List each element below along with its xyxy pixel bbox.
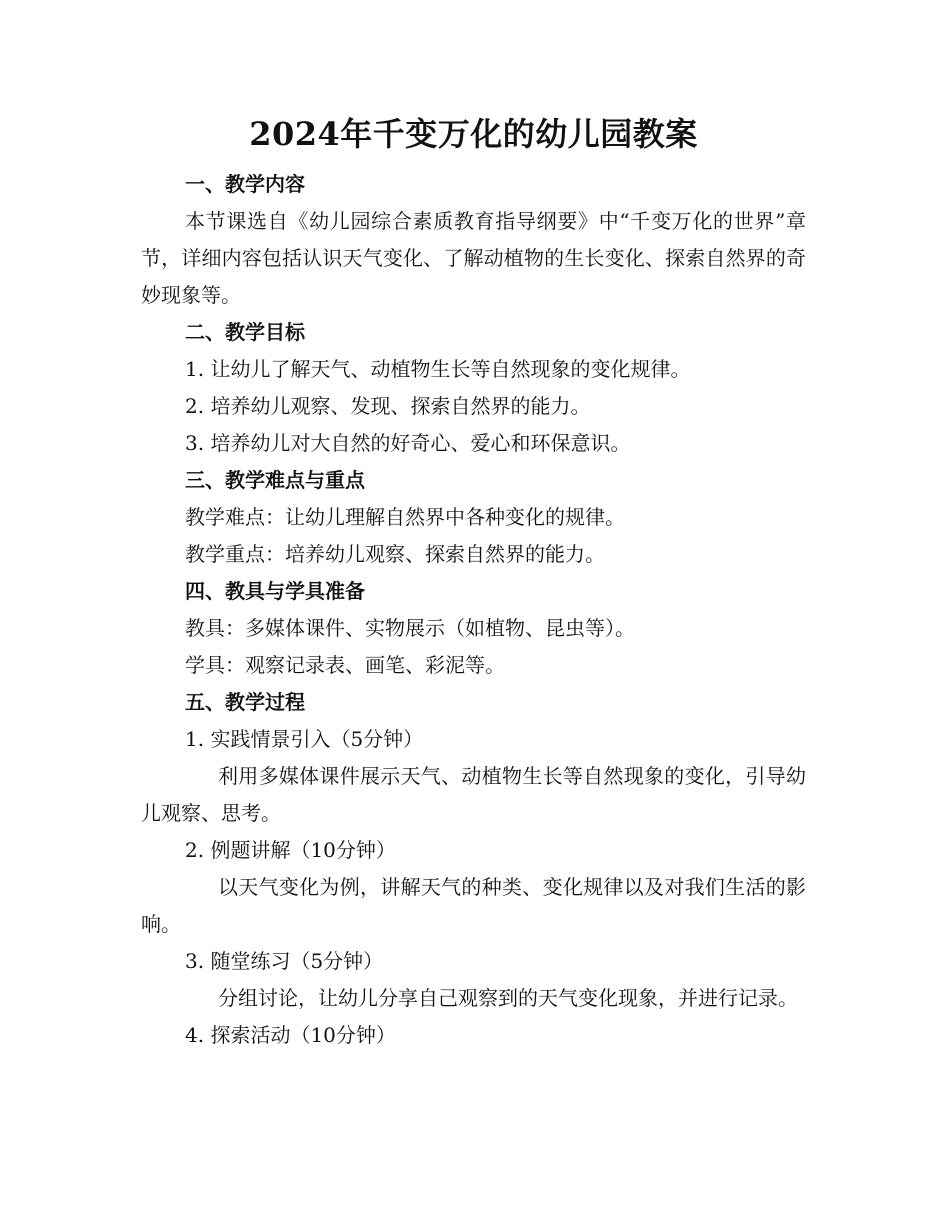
goal-item: 2. 培养幼儿观察、发现、探索自然界的能力。 — [185, 394, 591, 418]
process-step-text: 利用多媒体课件展示天气、动植物生长等自然现象的变化，引导幼儿观察、思考。 — [141, 764, 806, 825]
section-heading-goals: 二、教学目标 — [185, 320, 305, 344]
process-step-title: 4. 探索活动（10分钟） — [185, 1023, 396, 1047]
teaching-aids-text: 教具：多媒体课件、实物展示（如植物、昆虫等）。 — [185, 616, 635, 640]
process-step-text: 以天气变化为例，讲解天气的种类、变化规律以及对我们生活的影响。 — [141, 875, 806, 936]
process-step-text: 分组讨论，让幼儿分享自己观察到的天气变化现象，并进行记录。 — [218, 986, 798, 1010]
focus-text: 教学重点：培养幼儿观察、探索自然界的能力。 — [185, 542, 605, 566]
process-step-title: 3. 随堂练习（5分钟） — [185, 949, 384, 973]
process-step-title: 2. 例题讲解（10分钟） — [185, 838, 396, 862]
goal-item: 3. 培养幼儿对大自然的好奇心、爱心和环保意识。 — [185, 431, 631, 455]
section-heading-process: 五、教学过程 — [185, 690, 305, 714]
difficulty-text: 教学难点：让幼儿理解自然界中各种变化的规律。 — [185, 505, 625, 529]
section-heading-difficulty: 三、教学难点与重点 — [185, 468, 365, 492]
learning-aids-text: 学具：观察记录表、画笔、彩泥等。 — [185, 653, 505, 677]
document-title: 2024年千变万化的幼儿园教案 — [249, 115, 698, 153]
section-heading-materials: 四、教具与学具准备 — [185, 579, 365, 603]
document-page — [141, 112, 806, 1054]
goal-item: 1. 让幼儿了解天气、动植物生长等自然现象的变化规律。 — [185, 357, 691, 381]
process-step-title: 1. 实践情景引入（5分钟） — [185, 727, 424, 751]
content-paragraph: 本节课选自《幼儿园综合素质教育指导纲要》中“千变万化的世界”章节，详细内容包括认识天气变化、了解动植物的生长变化、探索自然界的奇妙现象等。 — [141, 209, 806, 307]
section-heading-content: 一、教学内容 — [185, 172, 305, 196]
